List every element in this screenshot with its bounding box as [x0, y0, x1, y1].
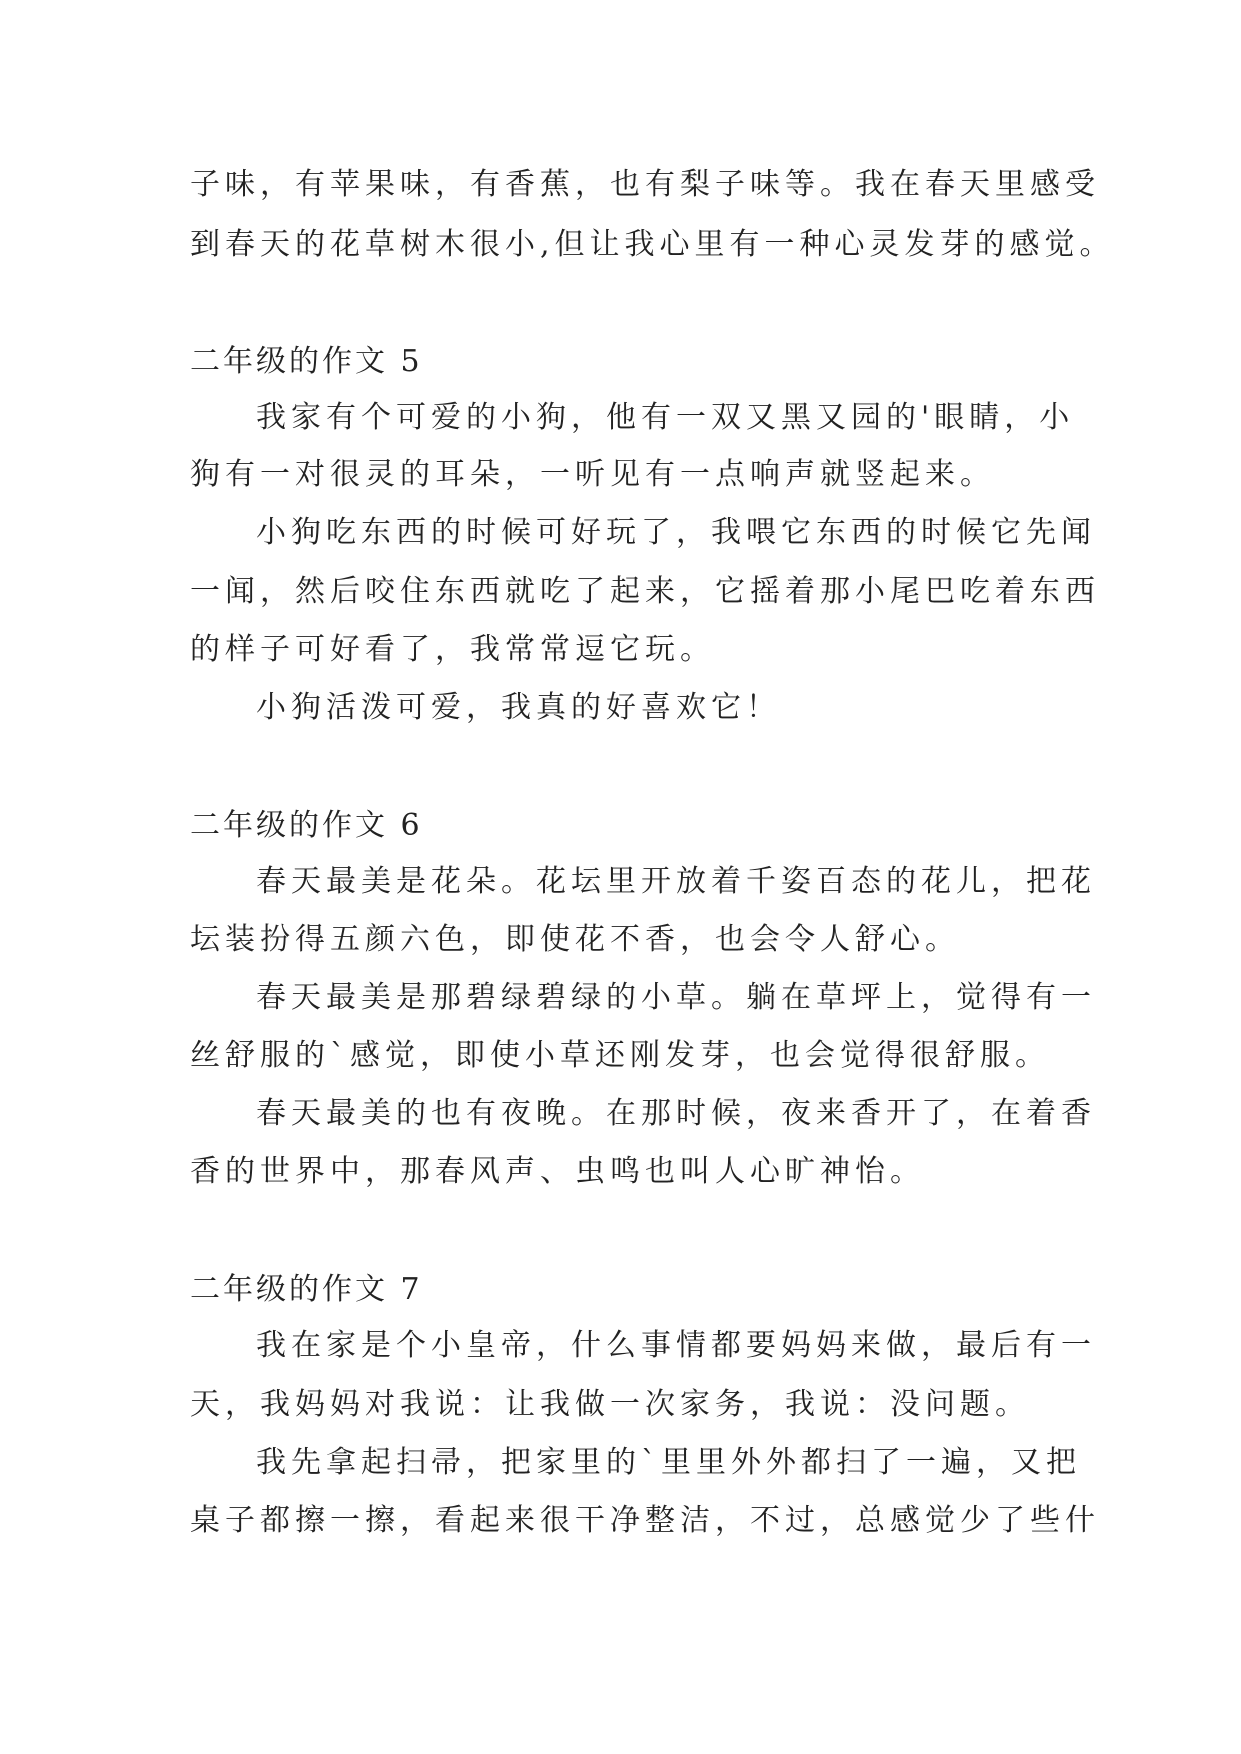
paragraph-line: 丝舒服的`感觉，即使小草还刚发芽，也会觉得很舒服。 [190, 1038, 1050, 1073]
paragraph-line: 桌子都擦一擦，看起来很干净整洁，不过，总感觉少了些什 [190, 1503, 1100, 1538]
paragraph-line: 我在家是个小皇帝，什么事情都要妈妈来做，最后有一 [256, 1328, 1096, 1363]
paragraph-line: 小狗吃东西的时候可好玩了，我喂它东西的时候它先闻 [256, 515, 1096, 550]
paragraph-line: 春天最美是那碧绿碧绿的小草。躺在草坪上，觉得有一 [256, 980, 1096, 1015]
text-line: 子味，有苹果味，有香蕉，也有梨子味等。我在春天里感受 [190, 167, 1100, 202]
paragraph-line: 的样子可好看了，我常常逗它玩。 [190, 632, 715, 667]
paragraph-line: 一闻，然后咬住东西就吃了起来，它摇着那小尾巴吃着东西 [190, 574, 1100, 609]
paragraph-line: 春天最美是花朵。花坛里开放着千姿百态的花儿，把花 [256, 864, 1096, 899]
section-heading: 二年级的作文 6 [190, 808, 423, 843]
section-heading: 二年级的作文 7 [190, 1272, 423, 1307]
paragraph-line: 天，我妈妈对我说：让我做一次家务，我说：没问题。 [190, 1387, 1030, 1422]
paragraph-line: 狗有一对很灵的耳朵，一听见有一点响声就竖起来。 [190, 457, 995, 492]
paragraph-line: 春天最美的也有夜晚。在那时候，夜来香开了，在着香 [256, 1096, 1096, 1131]
paragraph-line: 坛装扮得五颜六色，即使花不香，也会令人舒心。 [190, 922, 960, 957]
paragraph-line: 我家有个可爱的小狗，他有一双又黑又园的'眼睛，小 [256, 400, 1075, 435]
paragraph-line: 香的世界中，那春风声、虫鸣也叫人心旷神怡。 [190, 1154, 925, 1189]
paragraph-line: 小狗活泼可爱，我真的好喜欢它！ [256, 690, 781, 725]
paragraph-line: 我先拿起扫帚，把家里的`里里外外都扫了一遍，又把 [256, 1445, 1081, 1480]
text-line: 到春天的花草树木很小,但让我心里有一种心灵发芽的感觉。 [190, 227, 1115, 262]
section-heading: 二年级的作文 5 [190, 344, 423, 379]
